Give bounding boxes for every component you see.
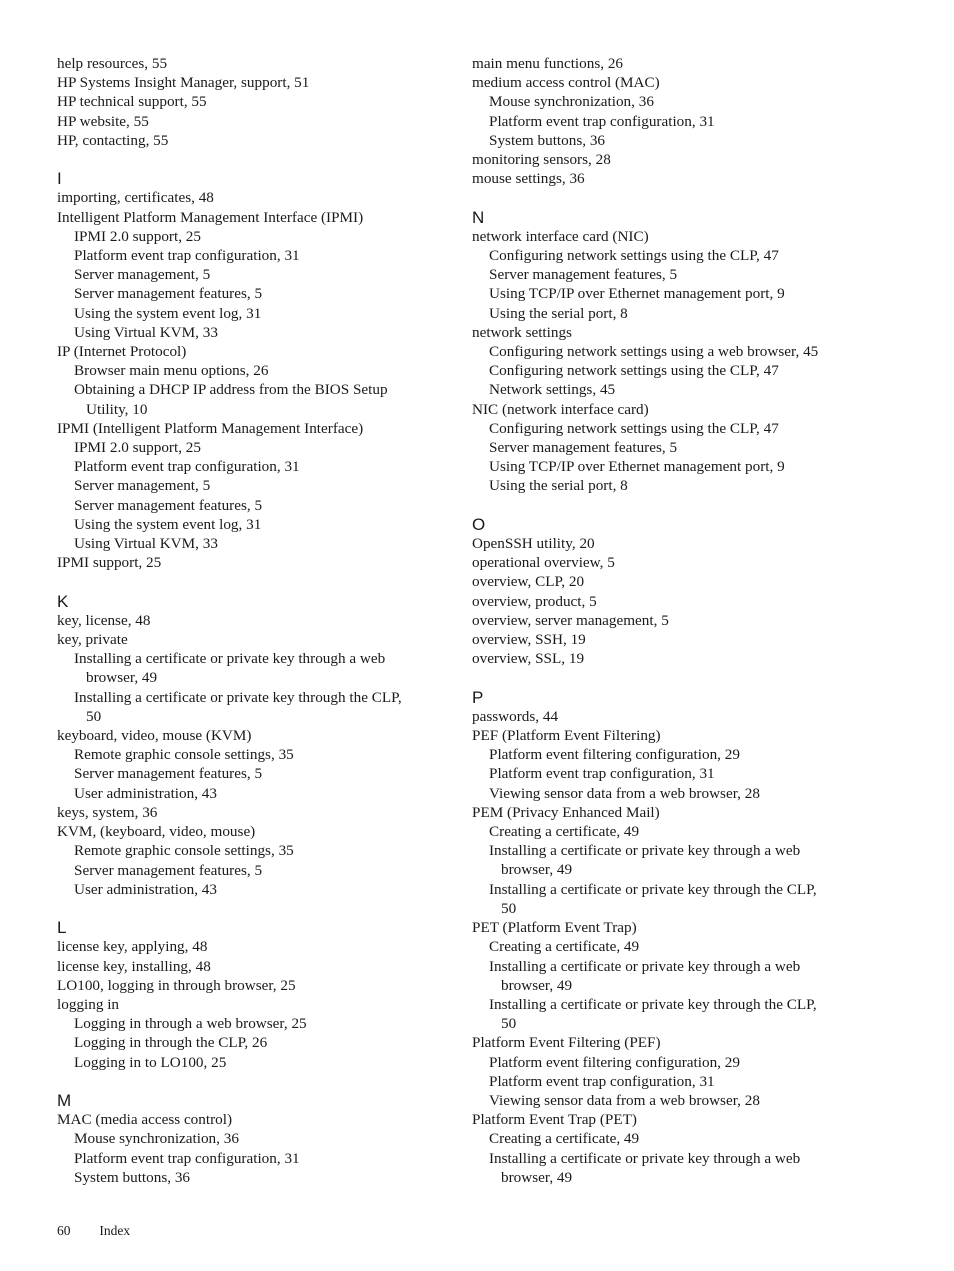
index-subentry: Server management, 5 — [74, 477, 211, 495]
index-entry: Platform Event Filtering (PEF) — [472, 1034, 661, 1052]
index-entry: monitoring sensors, 28 — [472, 151, 611, 169]
index-entry: help resources, 55 — [57, 55, 168, 72]
index-entry: importing, certificates, 48 — [57, 189, 214, 207]
index-subentry: Server management features, 5 — [489, 266, 678, 284]
index-entry: keys, system, 36 — [57, 803, 158, 821]
index-subentry: Using Virtual KVM, 33 — [74, 535, 218, 553]
index-subentry: Mouse synchronization, 36 — [74, 1130, 239, 1148]
index-entry: HP website, 55 — [57, 112, 149, 130]
index-entry-continuation: 50 — [86, 707, 102, 725]
index-subentry: Platform event filtering configuration, 29 — [489, 746, 740, 764]
index-subentry: System buttons, 36 — [489, 131, 606, 149]
index-subentry: Server management features, 5 — [74, 861, 263, 879]
index-column-right — [472, 54, 872, 1187]
index-entry: mouse settings, 36 — [472, 170, 585, 188]
index-entry: PEF (Platform Event Filtering) — [472, 727, 661, 745]
index-entry: OpenSSH utility, 20 — [472, 535, 595, 553]
index-entry: HP Systems Insight Manager, support, 51 — [57, 74, 310, 92]
index-letter-heading: N — [472, 207, 485, 227]
index-entry: IP (Internet Protocol) — [57, 343, 187, 361]
index-subentry: User administration, 43 — [74, 784, 217, 802]
index-subentry: Creating a certificate, 49 — [489, 823, 640, 841]
index-subentry: Viewing sensor data from a web browser, 28 — [489, 1091, 760, 1109]
index-subentry: Remote graphic console settings, 35 — [74, 842, 294, 860]
index-subentry: Logging in to LO100, 25 — [74, 1053, 227, 1071]
index-subentry: Using TCP/IP over Ethernet management port, 9 — [489, 458, 785, 476]
index-entry: logging in — [57, 995, 120, 1013]
index-entry-continuation: Utility, 10 — [86, 400, 148, 418]
index-entry: key, private — [57, 631, 128, 649]
index-subentry: Using the system event log, 31 — [74, 304, 262, 322]
index-subentry: Platform event trap configuration, 31 — [74, 458, 300, 476]
index-entry: overview, server management, 5 — [472, 611, 669, 629]
index-subentry: Viewing sensor data from a web browser, 28 — [489, 784, 760, 802]
index-subentry: Server management features, 5 — [74, 765, 263, 783]
index-subentry: Using the serial port, 8 — [489, 304, 628, 322]
index-entry: keyboard, video, mouse (KVM) — [57, 727, 252, 745]
index-letter-heading: K — [57, 591, 69, 611]
index-entry: overview, product, 5 — [472, 592, 597, 610]
index-subentry: Installing a certificate or private key through the CLP, — [74, 688, 402, 706]
index-subentry: Server management features, 5 — [74, 496, 263, 514]
index-entry: network settings — [472, 323, 572, 341]
index-subentry: Server management features, 5 — [74, 285, 263, 303]
index-subentry: System buttons, 36 — [74, 1168, 191, 1186]
index-subentry: IPMI 2.0 support, 25 — [74, 439, 201, 457]
index-subentry: Network settings, 45 — [489, 381, 616, 399]
page-footer — [57, 1222, 130, 1240]
index-entry: PET (Platform Event Trap) — [472, 919, 637, 937]
index-entry: key, license, 48 — [57, 611, 151, 629]
index-subentry: Configuring network settings using a web browser, 45 — [489, 343, 819, 361]
index-entry: license key, installing, 48 — [57, 957, 211, 975]
index-subentry: Using the system event log, 31 — [74, 515, 262, 533]
page-number: 60 — [57, 1223, 71, 1238]
index-subentry: Platform event trap configuration, 31 — [489, 112, 715, 130]
index-entry: license key, applying, 48 — [57, 938, 208, 956]
index-subentry: Platform event trap configuration, 31 — [489, 1072, 715, 1090]
index-entry: Platform Event Trap (PET) — [472, 1111, 637, 1129]
index-subentry: Server management, 5 — [74, 266, 211, 284]
index-entry: PEM (Privacy Enhanced Mail) — [472, 803, 660, 821]
index-letter-heading: L — [57, 918, 67, 938]
index-subentry: User administration, 43 — [74, 880, 217, 898]
index-subentry: Creating a certificate, 49 — [489, 938, 640, 956]
index-subentry: Logging in through the CLP, 26 — [74, 1034, 268, 1052]
index-entry-continuation: 50 — [501, 899, 517, 917]
index-subentry: Logging in through a web browser, 25 — [74, 1015, 307, 1033]
index-subentry: Installing a certificate or private key through a web — [489, 957, 801, 975]
index-column-left — [57, 54, 457, 1187]
index-entry: IPMI support, 25 — [57, 554, 162, 572]
index-entry: network interface card (NIC) — [472, 227, 649, 245]
index-subentry: Remote graphic console settings, 35 — [74, 746, 294, 764]
index-subentry: Using Virtual KVM, 33 — [74, 323, 218, 341]
index-subentry: Browser main menu options, 26 — [74, 362, 269, 380]
index-entry: LO100, logging in through browser, 25 — [57, 976, 296, 994]
index-entry: operational overview, 5 — [472, 554, 615, 572]
index-subentry: Creating a certificate, 49 — [489, 1130, 640, 1148]
index-entry-continuation: browser, 49 — [501, 1168, 573, 1186]
index-entry: NIC (network interface card) — [472, 400, 649, 418]
index-subentry: Installing a certificate or private key through a web — [489, 1149, 801, 1167]
footer-section-title: Index — [99, 1223, 131, 1238]
index-entry: passwords, 44 — [472, 707, 559, 725]
index-subentry: Installing a certificate or private key through a web — [74, 650, 386, 668]
index-entry: main menu functions, 26 — [472, 55, 624, 72]
index-entry: overview, SSH, 19 — [472, 631, 586, 649]
index-subentry: Mouse synchronization, 36 — [489, 93, 654, 111]
index-letter-heading: O — [472, 514, 486, 534]
index-entry: medium access control (MAC) — [472, 74, 660, 92]
index-subentry: Using the serial port, 8 — [489, 477, 628, 495]
index-letter-heading: P — [472, 687, 484, 707]
index-subentry: Configuring network settings using the CLP, 47 — [489, 247, 779, 265]
index-subentry: Obtaining a DHCP IP address from the BIOS Setup — [74, 381, 388, 399]
index-subentry: Server management features, 5 — [489, 439, 678, 457]
index-entry: HP, contacting, 55 — [57, 131, 169, 149]
index-subentry: Configuring network settings using the CLP, 47 — [489, 362, 779, 380]
index-entry: IPMI (Intelligent Platform Management Interface) — [57, 419, 364, 437]
index-subentry: Platform event trap configuration, 31 — [74, 247, 300, 265]
index-letter-heading: M — [57, 1090, 72, 1110]
index-entry: overview, CLP, 20 — [472, 573, 585, 591]
index-subentry: Platform event trap configuration, 31 — [489, 765, 715, 783]
index-entry: HP technical support, 55 — [57, 93, 207, 111]
index-letter-heading: I — [57, 169, 62, 189]
index-subentry: IPMI 2.0 support, 25 — [74, 227, 201, 245]
index-subentry: Configuring network settings using the CLP, 47 — [489, 419, 779, 437]
index-entry-continuation: browser, 49 — [86, 669, 158, 687]
index-entry-continuation: 50 — [501, 1015, 517, 1033]
index-subentry: Installing a certificate or private key through the CLP, — [489, 880, 817, 898]
index-entry: Intelligent Platform Management Interface (IPMI) — [57, 208, 364, 226]
index-subentry: Installing a certificate or private key through the CLP, — [489, 995, 817, 1013]
index-entry: KVM, (keyboard, video, mouse) — [57, 823, 256, 841]
index-subentry: Installing a certificate or private key through a web — [489, 842, 801, 860]
index-entry: overview, SSL, 19 — [472, 650, 585, 668]
index-subentry: Platform event trap configuration, 31 — [74, 1149, 300, 1167]
index-subentry: Platform event filtering configuration, 29 — [489, 1053, 740, 1071]
index-entry-continuation: browser, 49 — [501, 861, 573, 879]
index-entry-continuation: browser, 49 — [501, 976, 573, 994]
index-entry: MAC (media access control) — [57, 1111, 233, 1129]
index-subentry: Using TCP/IP over Ethernet management port, 9 — [489, 285, 785, 303]
